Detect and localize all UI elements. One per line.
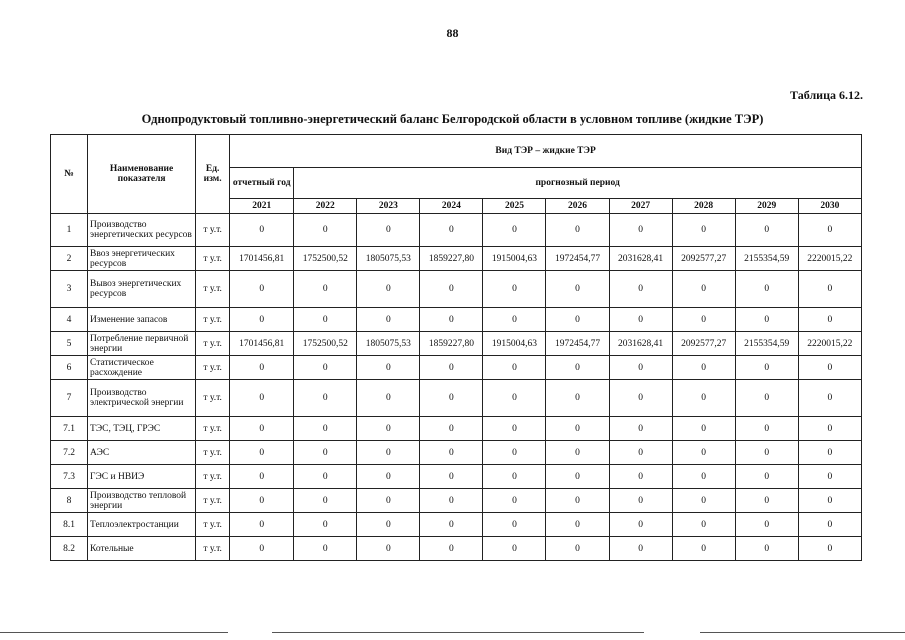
value-cell: 0 [483, 417, 546, 441]
value-cell: 0 [294, 465, 357, 489]
value-cell: 0 [420, 489, 483, 513]
header-unit: Ед. изм. [196, 135, 230, 214]
value-cell: 0 [294, 271, 357, 308]
table-header [51, 135, 862, 214]
value-cell: 1752500,52 [294, 247, 357, 271]
value-cell: 0 [294, 214, 357, 247]
value-cell: 0 [230, 465, 294, 489]
energy-balance-table [50, 134, 862, 561]
value-cell: 1859227,80 [420, 332, 483, 356]
value-cell: 0 [735, 465, 798, 489]
value-cell: 0 [609, 537, 672, 561]
value-cell: 0 [609, 441, 672, 465]
header-year: 2027 [609, 199, 672, 214]
value-cell: 0 [420, 356, 483, 380]
value-cell: 0 [735, 489, 798, 513]
value-cell: 0 [672, 417, 735, 441]
row-number: 8.1 [51, 513, 88, 537]
value-cell: 1915004,63 [483, 247, 546, 271]
row-indicator-name: Котельные [88, 537, 196, 561]
value-cell: 0 [609, 380, 672, 417]
row-indicator-name: Изменение запасов [88, 308, 196, 332]
table-row [51, 537, 862, 561]
table-row [51, 356, 862, 380]
header-year: 2021 [230, 199, 294, 214]
value-cell: 0 [420, 271, 483, 308]
row-unit: т у.т. [196, 465, 230, 489]
value-cell: 0 [483, 356, 546, 380]
value-cell: 0 [672, 537, 735, 561]
value-cell: 0 [672, 308, 735, 332]
value-cell: 0 [798, 417, 861, 441]
table-row [51, 441, 862, 465]
value-cell: 0 [546, 513, 609, 537]
table-row [51, 380, 862, 417]
table-row [51, 214, 862, 247]
row-unit: т у.т. [196, 308, 230, 332]
value-cell: 0 [230, 380, 294, 417]
scan-edge-line [700, 632, 905, 633]
value-cell: 0 [294, 380, 357, 417]
row-unit: т у.т. [196, 356, 230, 380]
value-cell: 0 [294, 441, 357, 465]
value-cell: 0 [230, 308, 294, 332]
table-row [51, 417, 862, 441]
value-cell: 2220015,22 [798, 247, 861, 271]
scan-edge-line [0, 632, 228, 633]
value-cell: 1701456,81 [230, 247, 294, 271]
table-row [51, 513, 862, 537]
table-row [51, 271, 862, 308]
row-number: 8 [51, 489, 88, 513]
value-cell: 0 [735, 417, 798, 441]
table-body [51, 214, 862, 561]
value-cell: 2031628,41 [609, 247, 672, 271]
table-row [51, 465, 862, 489]
row-indicator-name: Производство тепловой энергии [88, 489, 196, 513]
row-indicator-name: АЭС [88, 441, 196, 465]
header-report-year: отчетный год [230, 168, 294, 199]
page-number: 88 [446, 26, 459, 40]
value-cell: 0 [230, 513, 294, 537]
row-number: 6 [51, 356, 88, 380]
header-year: 2029 [735, 199, 798, 214]
value-cell: 0 [672, 271, 735, 308]
row-unit: т у.т. [196, 537, 230, 561]
row-indicator-name: Потребление первичной энергии [88, 332, 196, 356]
value-cell: 0 [483, 441, 546, 465]
table-title: Однопродуктовый топливно-энергетический баланс Белгородской области в условном топливе (жидкие ТЭР) [141, 112, 764, 126]
value-cell: 0 [798, 513, 861, 537]
value-cell: 0 [672, 513, 735, 537]
value-cell: 0 [609, 489, 672, 513]
value-cell: 0 [798, 489, 861, 513]
value-cell: 0 [672, 465, 735, 489]
value-cell: 1972454,77 [546, 332, 609, 356]
value-cell: 0 [735, 214, 798, 247]
row-indicator-name: Статистическое расхождение [88, 356, 196, 380]
row-indicator-name: Ввоз энергетических ресурсов [88, 247, 196, 271]
value-cell: 0 [294, 513, 357, 537]
table-label: Таблица 6.12. [790, 88, 863, 102]
value-cell: 0 [483, 380, 546, 417]
value-cell: 0 [230, 537, 294, 561]
value-cell: 2092577,27 [672, 247, 735, 271]
header-year: 2022 [294, 199, 357, 214]
value-cell: 0 [230, 489, 294, 513]
row-indicator-name: ТЭС, ТЭЦ, ГРЭС [88, 417, 196, 441]
value-cell: 0 [357, 271, 420, 308]
value-cell: 0 [735, 537, 798, 561]
header-forecast: прогнозный период [294, 168, 862, 199]
value-cell: 1805075,53 [357, 332, 420, 356]
value-cell: 0 [420, 380, 483, 417]
header-name: Наименование показателя [88, 135, 196, 214]
row-unit: т у.т. [196, 247, 230, 271]
row-unit: т у.т. [196, 271, 230, 308]
value-cell: 2155354,59 [735, 247, 798, 271]
value-cell: 0 [294, 417, 357, 441]
value-cell: 0 [735, 271, 798, 308]
table-row [51, 308, 862, 332]
value-cell: 0 [483, 271, 546, 308]
value-cell: 0 [798, 214, 861, 247]
value-cell: 0 [735, 513, 798, 537]
value-cell: 0 [357, 380, 420, 417]
value-cell: 0 [357, 489, 420, 513]
value-cell: 0 [357, 356, 420, 380]
value-cell: 2155354,59 [735, 332, 798, 356]
value-cell: 0 [609, 465, 672, 489]
header-year: 2026 [546, 199, 609, 214]
row-indicator-name: Производство электрической энергии [88, 380, 196, 417]
value-cell: 0 [357, 513, 420, 537]
value-cell: 0 [798, 356, 861, 380]
value-cell: 2092577,27 [672, 332, 735, 356]
row-number: 1 [51, 214, 88, 247]
row-indicator-name: ГЭС и НВИЭ [88, 465, 196, 489]
value-cell: 0 [420, 513, 483, 537]
row-unit: т у.т. [196, 441, 230, 465]
value-cell: 0 [420, 465, 483, 489]
value-cell: 2031628,41 [609, 332, 672, 356]
value-cell: 1752500,52 [294, 332, 357, 356]
value-cell: 0 [546, 308, 609, 332]
value-cell: 0 [672, 441, 735, 465]
value-cell: 0 [546, 356, 609, 380]
value-cell: 0 [546, 441, 609, 465]
value-cell: 0 [735, 441, 798, 465]
value-cell: 0 [546, 271, 609, 308]
row-number: 5 [51, 332, 88, 356]
value-cell: 0 [230, 271, 294, 308]
value-cell: 0 [609, 417, 672, 441]
value-cell: 1915004,63 [483, 332, 546, 356]
value-cell: 0 [798, 537, 861, 561]
value-cell: 0 [230, 214, 294, 247]
value-cell: 0 [483, 308, 546, 332]
value-cell: 0 [483, 489, 546, 513]
value-cell: 0 [672, 489, 735, 513]
row-number: 2 [51, 247, 88, 271]
row-unit: т у.т. [196, 489, 230, 513]
value-cell: 0 [672, 356, 735, 380]
value-cell: 0 [357, 537, 420, 561]
row-number: 7.2 [51, 441, 88, 465]
value-cell: 0 [546, 465, 609, 489]
value-cell: 1805075,53 [357, 247, 420, 271]
value-cell: 0 [294, 308, 357, 332]
value-cell: 0 [798, 465, 861, 489]
value-cell: 0 [230, 356, 294, 380]
value-cell: 0 [609, 308, 672, 332]
value-cell: 0 [672, 214, 735, 247]
row-number: 8.2 [51, 537, 88, 561]
header-year: 2030 [798, 199, 861, 214]
row-indicator-name: Производство энергетических ресурсов [88, 214, 196, 247]
value-cell: 0 [230, 441, 294, 465]
value-cell: 0 [294, 356, 357, 380]
value-cell: 0 [357, 417, 420, 441]
table-row [51, 489, 862, 513]
value-cell: 2220015,22 [798, 332, 861, 356]
value-cell: 0 [483, 465, 546, 489]
value-cell: 1701456,81 [230, 332, 294, 356]
row-number: 7 [51, 380, 88, 417]
value-cell: 0 [357, 465, 420, 489]
value-cell: 0 [798, 271, 861, 308]
value-cell: 0 [420, 417, 483, 441]
value-cell: 0 [798, 441, 861, 465]
value-cell: 0 [294, 537, 357, 561]
value-cell: 0 [420, 214, 483, 247]
value-cell: 0 [546, 537, 609, 561]
value-cell: 0 [672, 380, 735, 417]
value-cell: 1859227,80 [420, 247, 483, 271]
row-unit: т у.т. [196, 380, 230, 417]
row-indicator-name: Вывоз энергетических ресурсов [88, 271, 196, 308]
row-number: 4 [51, 308, 88, 332]
value-cell: 0 [609, 214, 672, 247]
row-indicator-name: Теплоэлектростанции [88, 513, 196, 537]
table-row [51, 332, 862, 356]
row-number: 7.3 [51, 465, 88, 489]
value-cell: 0 [483, 513, 546, 537]
value-cell: 0 [546, 214, 609, 247]
header-year: 2028 [672, 199, 735, 214]
scan-edge-line [272, 632, 644, 633]
value-cell: 0 [546, 489, 609, 513]
value-cell: 0 [357, 308, 420, 332]
row-number: 7.1 [51, 417, 88, 441]
value-cell: 0 [735, 380, 798, 417]
value-cell: 0 [420, 308, 483, 332]
value-cell: 0 [609, 513, 672, 537]
value-cell: 0 [420, 537, 483, 561]
value-cell: 0 [735, 308, 798, 332]
value-cell: 0 [609, 271, 672, 308]
row-unit: т у.т. [196, 417, 230, 441]
value-cell: 0 [546, 380, 609, 417]
value-cell: 0 [294, 489, 357, 513]
table-row [51, 247, 862, 271]
row-unit: т у.т. [196, 214, 230, 247]
row-number: 3 [51, 271, 88, 308]
header-year: 2023 [357, 199, 420, 214]
value-cell: 0 [483, 537, 546, 561]
value-cell: 1972454,77 [546, 247, 609, 271]
value-cell: 0 [546, 417, 609, 441]
value-cell: 0 [357, 441, 420, 465]
value-cell: 0 [609, 356, 672, 380]
value-cell: 0 [420, 441, 483, 465]
value-cell: 0 [483, 214, 546, 247]
value-cell: 0 [230, 417, 294, 441]
value-cell: 0 [357, 214, 420, 247]
header-year: 2024 [420, 199, 483, 214]
value-cell: 0 [735, 356, 798, 380]
header-group: Вид ТЭР – жидкие ТЭР [230, 135, 862, 168]
header-num: № [51, 135, 88, 214]
value-cell: 0 [798, 380, 861, 417]
row-unit: т у.т. [196, 332, 230, 356]
value-cell: 0 [798, 308, 861, 332]
row-unit: т у.т. [196, 513, 230, 537]
header-year: 2025 [483, 199, 546, 214]
